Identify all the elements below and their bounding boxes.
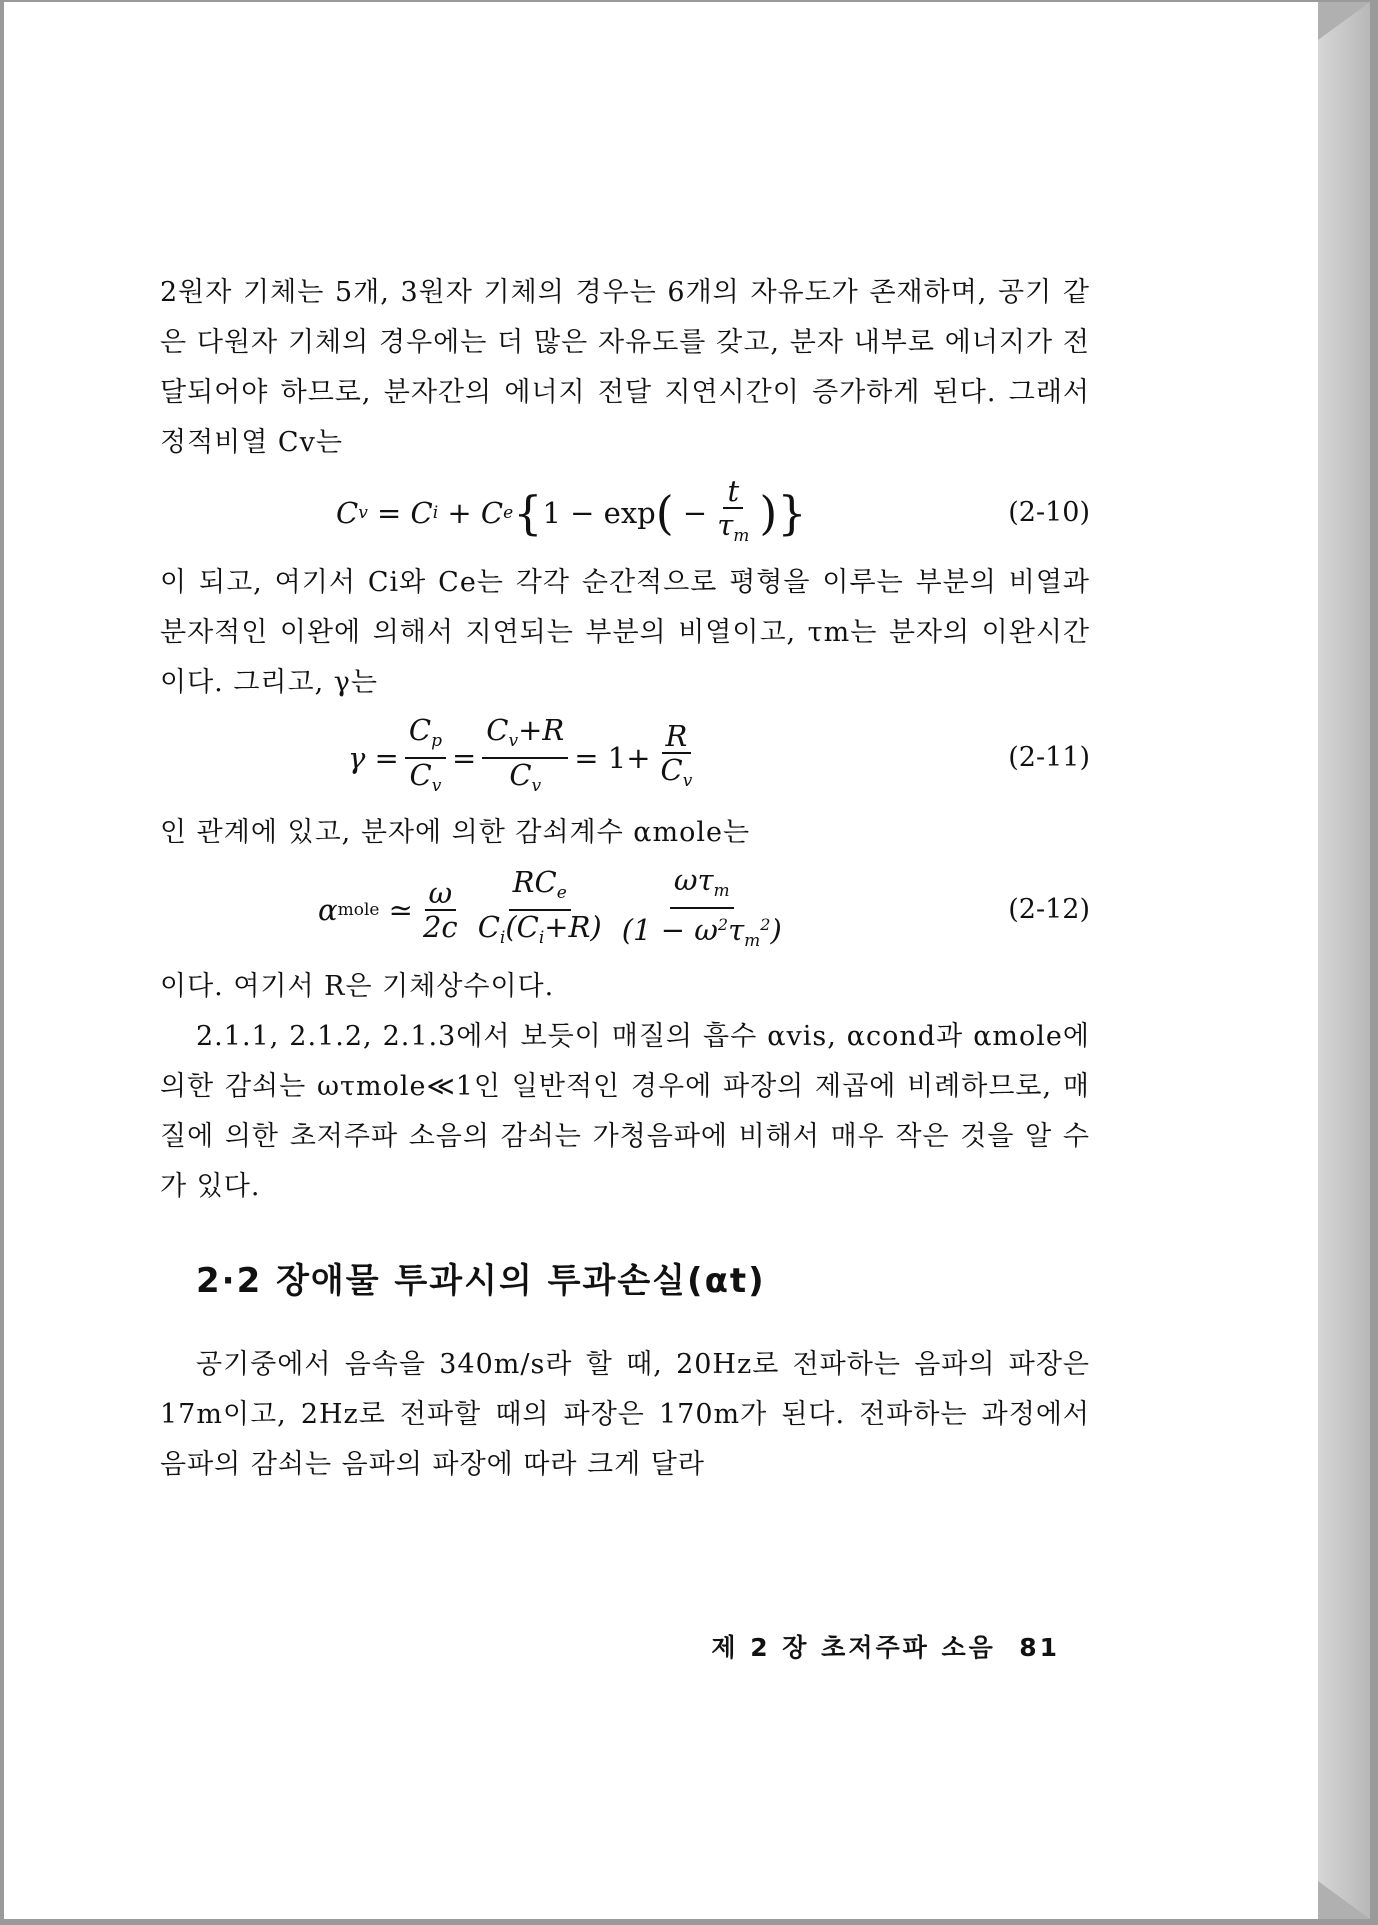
equation-2-10-number: (2-10) (1008, 497, 1090, 528)
running-footer (711, 1628, 1060, 1664)
page-edge-corner-top (1318, 2, 1370, 40)
paragraph-3: 인 관계에 있고, 분자에 의한 감쇠계수 αmole는 (160, 817, 751, 848)
footer-chapter: 제 2 장 초저주파 소음 (711, 1633, 996, 1662)
paragraph-2: 이 되고, 여기서 Ci와 Ce는 각각 순간적으로 평형을 이루는 부분의 비열과 분자적인 이완에 의해서 지연되는 부분의 비열이고, τm는 분자의 이완시간이다. 그리고, γ는 (160, 567, 1090, 698)
equation-2-10-formula: C v = C i + C e { 1 − exp ( − $\frac{t}{\tau_m}$ )} (336, 473, 807, 546)
section-heading: 2·2 장애물 투과시의 투과손실(αt) (196, 1261, 766, 1301)
paragraph-6: 공기중에서 음속을 340m/s라 할 때, 20Hz로 전파하는 음파의 파장은 17m이고, 2Hz로 전파할 때의 파장은 170m가 된다. 전파하는 과정에서 음파의 감쇠는 음파의 파장에 따라 크게 달라 (160, 1349, 1090, 1480)
equation-2-11-formula: γ = $\frac{C_p}{C_v}$ = $\frac{C_v+R}{C_v}$ = 1 + $\frac{R}{C_v}$ (348, 713, 693, 796)
page-body (160, 268, 1090, 1490)
equation-2-12 (160, 858, 1090, 962)
page-stack-edge (1318, 2, 1370, 1919)
page-number: 81 (1019, 1633, 1060, 1662)
equation-2-10 (160, 468, 1090, 558)
paragraph-4: 이다. 여기서 R은 기체상수이다. (160, 971, 555, 1002)
page-edge-corner-bottom (1318, 1881, 1370, 1919)
equation-2-12-number: (2-12) (1008, 894, 1090, 925)
paragraph-5: 2.1.1, 2.1.2, 2.1.3에서 보듯이 매질의 흡수 αvis, αcond과 αmole에 의한 감쇠는 ωτmole≪1인 일반적인 경우에 파장의 제곱에 비례하므로, 매질에 의한 초저주파 소음의 감쇠는 가청음파에 비해서 매우 작은 것을 알 수가 있다. (160, 1021, 1090, 1202)
paragraph-1: 2원자 기체는 5개, 3원자 기체의 경우는 6개의 자유도가 존재하며, 공기 같은 다원자 기체의 경우에는 더 많은 자유도를 갖고, 분자 내부로 에너지가 전달되어야 하므로, 분자간의 에너지 전달 지연시간이 증가하게 된다. 그래서 정적비열 Cv는 (160, 277, 1090, 458)
equation-2-11-number: (2-11) (1008, 742, 1090, 773)
equation-2-11 (160, 708, 1090, 808)
equation-2-12-formula: α mole ≃ $\frac{\omega}{2c}$ $\frac{RC_e}{C_i(C_i+R)}$ $\frac{\omega\tau_m}{(1 - \omega^2\tau_m^2)}$ (318, 862, 782, 951)
